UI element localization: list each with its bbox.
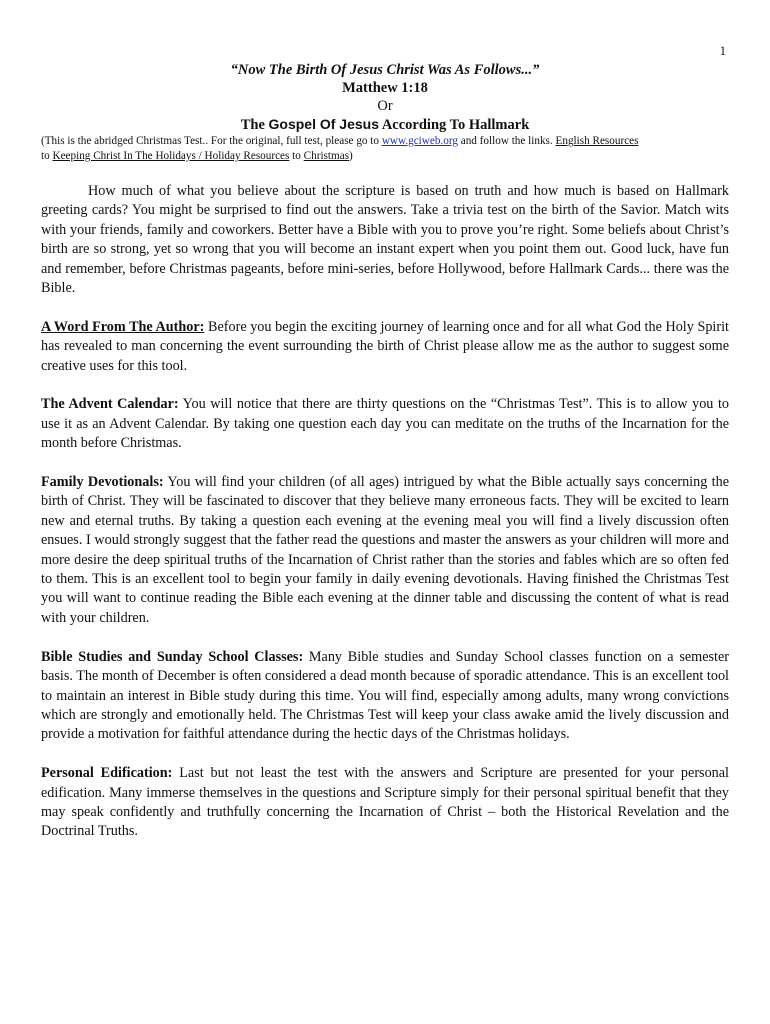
note-text: to bbox=[289, 150, 304, 162]
advent-paragraph bbox=[41, 395, 729, 453]
note-text: and follow the links. bbox=[457, 135, 556, 147]
personal-heading: Personal Edification: bbox=[41, 765, 173, 782]
author-text: Before you begin the exciting journey of learning once and for all what God the Holy Spirit has revealed to man concerning the event surrounding the birth of Christ please allow me as the author to suggest some creative uses for this tool. bbox=[41, 318, 729, 374]
bible-studies-text: Many Bible studies and Sunday School classes function on a semester basis. The month of December is often considered a dead month because of sporadic attendance. This is an excellent tool to maintain an interest in Bible study during this time. You will find, especially among adults, many wrong convictions which are strongly and emotionally held. The Christmas Test will keep your class awake amid the lively discussion and provide a motivation for faithful attendance during the hectic days of the Christmas holidays. bbox=[41, 648, 729, 743]
scripture-reference: Matthew 1:18 bbox=[342, 80, 428, 96]
abridged-note bbox=[41, 134, 741, 164]
advent-heading: The Advent Calendar: bbox=[41, 396, 179, 413]
family-heading: Family Devotionals: bbox=[41, 474, 164, 491]
title-part-1: The bbox=[240, 117, 269, 133]
quote-title: “Now The Birth Of Jesus Christ Was As Follows...” bbox=[230, 62, 540, 78]
author-heading: A Word From The Author: bbox=[41, 318, 205, 335]
keeping-christ-link[interactable]: Keeping Christ In The Holidays / Holiday Resources bbox=[52, 150, 290, 162]
intro-paragraph: How much of what you believe about the scripture is based on truth and how much is based on Hallmark greeting cards? You might be surprised to find out the answers. Take a trivia test on the birth of the Savior. Match wits with your friends, family and coworkers. Better have a Bible with you to prove you’re right. Some beliefs about Christ’s birth are so strong, yet so wrong that you will become an instant expert when you point them out. Good luck, have fun and remember, before Christmas pageants, before mini-series, before Hollywood, before Hallmark Cards... there was the Bible. bbox=[41, 183, 729, 297]
advent-text: You will notice that there are thirty questions on the “Christmas Test”. This is to allow you to use it as an Advent Calendar. By taking one question each day you can meditate on the truths of the Incarnation for the month before Christmas. bbox=[41, 396, 730, 452]
personal-paragraph bbox=[41, 764, 729, 842]
title-part-2: Gospel Of Jesus bbox=[268, 116, 379, 132]
document-body bbox=[41, 182, 729, 861]
family-text: You will find your children (of all ages) intrigued by what the Bible actually says concerning the birth of Christ. They will be fascinated to discover that they believe many erroneous facts. They will be excited to learn new and eternal truths. By taking a question each evening at the evening meal you will find a lively discussion often ensues. I would strongly suggest that the father read the questions and master the answers as your children will more and more desire the deep spiritual truths of the Incarnation of Christ rather than the stories and fables which are so often fed to them. This is an excellent tool to begin your family in daily evening devotionals. Having finished the Christmas Test you will want to continue reading the Bible each evening at the dinner table and discussing the content of what is read with your children. bbox=[41, 474, 729, 626]
bible-studies-paragraph bbox=[41, 648, 729, 745]
note-text: (This is the abridged Christmas Test.. For the original, full test, please go to bbox=[41, 135, 382, 147]
bible-studies-heading: Bible Studies and Sunday School Classes: bbox=[41, 648, 304, 665]
christmas-link[interactable]: Christmas bbox=[303, 150, 350, 162]
author-paragraph bbox=[41, 318, 729, 376]
family-paragraph bbox=[41, 473, 729, 628]
or-separator: Or bbox=[377, 98, 393, 114]
english-resources-link[interactable]: English Resources bbox=[555, 135, 639, 147]
page-number: 1 bbox=[719, 44, 726, 58]
personal-text: Last but not least the test with the answers and Scripture are presented for your personal edification. Many immerse themselves in the questions and Scripture simply for their personal spiritual benefit that they may speak confidently and truthfully concerning the Incarnation of Christ – both the Historical Revelation and the Doctrinal Truths. bbox=[41, 765, 729, 840]
main-title bbox=[0, 115, 770, 134]
document-header bbox=[0, 61, 770, 134]
gciweb-link[interactable]: www.gciweb.org bbox=[381, 135, 458, 147]
title-part-3: According To Hallmark bbox=[379, 117, 530, 133]
note-text: ) bbox=[349, 150, 353, 162]
note-text: to bbox=[41, 150, 53, 162]
